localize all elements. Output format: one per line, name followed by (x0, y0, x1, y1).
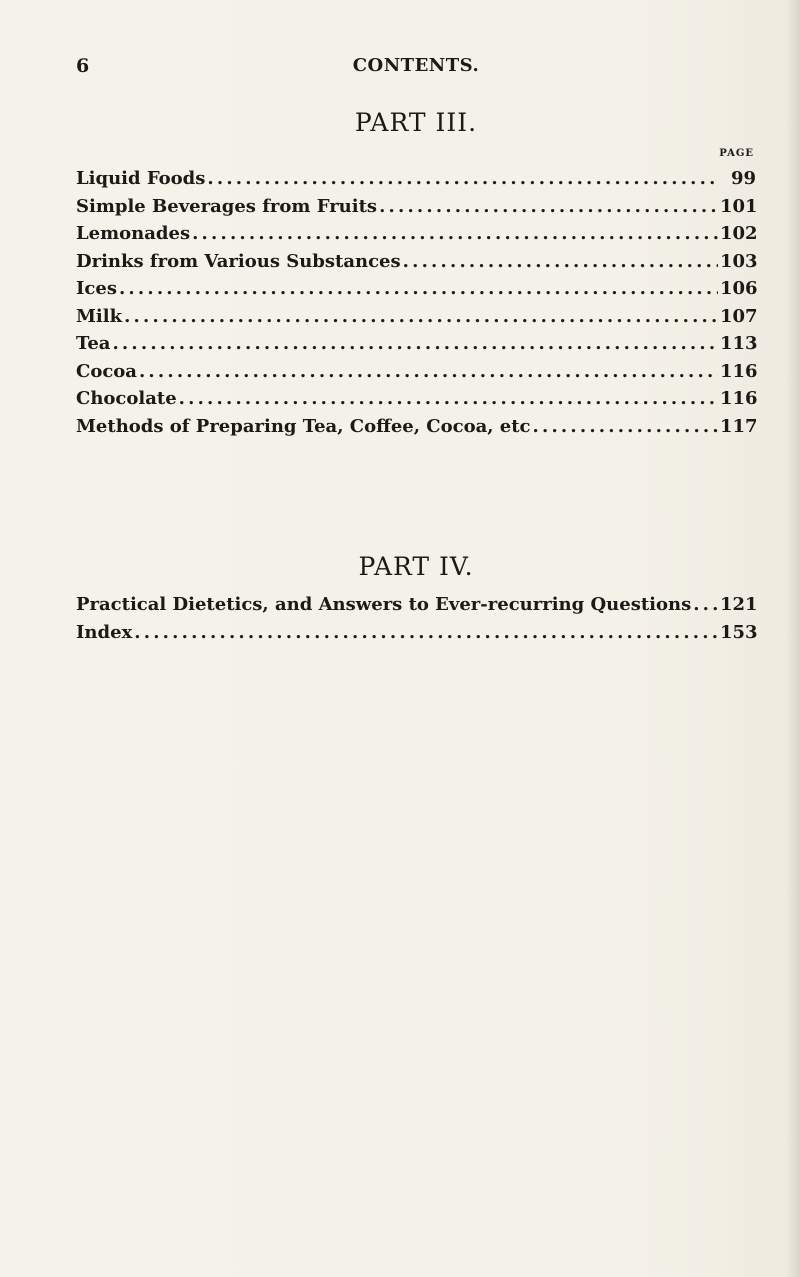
toc-entry (76, 333, 756, 361)
page-edge-shadow (786, 0, 800, 1277)
toc-entry (76, 278, 756, 306)
leader-dots (134, 622, 718, 643)
toc-entry-page: 121 (720, 594, 758, 615)
leader-dots (693, 594, 718, 615)
leader-dots (403, 251, 718, 272)
toc-entry-page: 153 (720, 621, 758, 643)
part-iii-toc (76, 168, 756, 443)
toc-entry (76, 196, 756, 224)
toc-entry-title: Practical Dietetics, and Answers to Ever-recurring Questions (76, 594, 692, 615)
leader-dots (533, 416, 718, 437)
toc-entry-page: 101 (720, 195, 758, 217)
leader-dots (379, 196, 718, 217)
leader-dots (139, 361, 718, 382)
toc-entry-title: Simple Beverages from Fruits (76, 195, 378, 217)
toc-entry-page: 102 (720, 223, 758, 244)
page-number: 6 (76, 55, 90, 77)
toc-entry (76, 223, 756, 251)
toc-entry-page: 116 (720, 388, 758, 409)
toc-entry-title: Liquid Foods (76, 168, 206, 189)
toc-entry-page: 103 (720, 250, 758, 272)
toc-entry (76, 388, 756, 416)
toc-entry-page: 107 (720, 305, 758, 327)
toc-entry-title: Ices (76, 278, 117, 299)
leader-dots (112, 333, 718, 354)
toc-entry-page: 117 (720, 415, 758, 437)
part-iv-heading: PART IV. (358, 552, 474, 581)
leader-dots (124, 306, 718, 327)
toc-entry (76, 168, 756, 196)
toc-entry-title: Methods of Preparing Tea, Coffee, Cocoa, etc (76, 415, 531, 437)
toc-entry (76, 622, 756, 650)
toc-entry (76, 416, 756, 444)
toc-entry-title: Lemonades (76, 223, 191, 244)
toc-entry-title: Chocolate (76, 388, 177, 409)
leader-dots (207, 168, 718, 189)
toc-entry (76, 361, 756, 389)
running-title: CONTENTS. (352, 55, 480, 76)
toc-entry-title: Cocoa (76, 360, 137, 382)
toc-entry-title: Index (76, 621, 133, 643)
toc-entry-title: Tea (76, 333, 111, 354)
toc-entry-page: 113 (720, 333, 758, 354)
leader-dots (192, 223, 718, 244)
leader-dots (119, 278, 718, 299)
toc-entry-page: 106 (720, 278, 758, 299)
part-iii-heading: PART III. (354, 108, 478, 137)
page-column-label: PAGE (719, 148, 754, 159)
toc-entry (76, 594, 756, 622)
leader-dots (179, 388, 718, 409)
toc-entry (76, 251, 756, 279)
toc-entry-page: 116 (720, 360, 758, 382)
running-head (76, 55, 756, 83)
part-iv-toc (76, 594, 756, 649)
toc-entry-title: Milk (76, 305, 123, 327)
toc-entry (76, 306, 756, 334)
toc-entry-page: 99 (730, 168, 756, 189)
toc-entry-title: Drinks from Various Substances (76, 250, 401, 272)
